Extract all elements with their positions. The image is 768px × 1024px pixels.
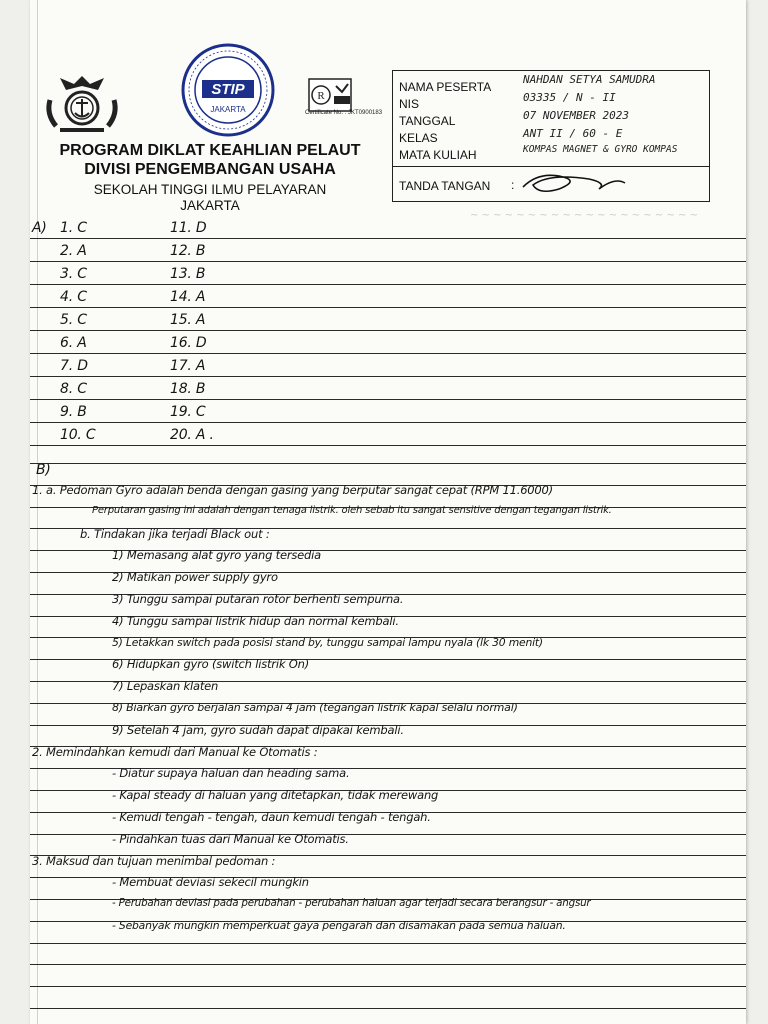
field-value-class: ANT II / 60 - E xyxy=(523,127,623,140)
section-a-marker: A) xyxy=(32,220,47,236)
signature-drawing xyxy=(519,169,629,199)
ruled-line xyxy=(30,353,746,354)
ruled-line xyxy=(30,238,746,239)
essay-line: 8) Biarkan gyro berjalan sampai 4 jam (tegangan listrik kapal selalu normal) xyxy=(112,701,518,714)
answer-item: 19. C xyxy=(170,404,206,420)
ruled-line xyxy=(30,399,746,400)
answer-item: 7. D xyxy=(60,358,88,374)
field-label-date: TANGGAL xyxy=(399,114,456,128)
essay-line: - Sebanyak mungkin memperkuat gaya pengarah dan disamakan pada semua haluan. xyxy=(112,919,566,932)
ruled-line xyxy=(30,986,746,987)
answer-sheet xyxy=(30,0,746,1024)
essay-line: Perputaran gasing ini adalah dengan tenaga listrik. oleh sebab itu sangat sensitive dengan tegangan listrik. xyxy=(92,505,612,516)
field-value-name: NAHDAN SETYA SAMUDRA xyxy=(523,73,656,86)
answer-item: 11. D xyxy=(170,220,207,236)
essay-line: 2. Memindahkan kemudi dari Manual ke Otomatis : xyxy=(32,745,318,759)
ruled-line xyxy=(30,307,746,308)
essay-line: 9) Setelah 4 jam, gyro sudah dapat dipakai kembali. xyxy=(112,723,404,737)
answer-item: 20. A . xyxy=(170,427,214,443)
essay-line: 1) Memasang alat gyro yang tersedia xyxy=(112,548,321,562)
box-divider xyxy=(393,166,709,167)
essay-line: 2) Matikan power supply gyro xyxy=(112,570,278,584)
ruled-line xyxy=(30,422,746,423)
answer-item: 5. C xyxy=(60,312,87,328)
signature-colon: : xyxy=(511,178,515,192)
essay-line: 4) Tunggu sampai listrik hidup dan normal kembali. xyxy=(112,614,399,628)
answer-item: 10. C xyxy=(60,427,96,443)
field-label-class: KELAS xyxy=(399,131,438,145)
essay-line: 1. a. Pedoman Gyro adalah benda dengan gasing yang berputar sangat cepat (RPM 11.6000) xyxy=(32,483,553,497)
ruled-line xyxy=(30,376,746,377)
field-label-name: NAMA PESERTA xyxy=(399,80,492,94)
answer-item: 17. A xyxy=(170,358,206,374)
answer-item: 4. C xyxy=(60,289,87,305)
ruled-line xyxy=(30,284,746,285)
school-name: SEKOLAH TINGGI ILMU PELAYARAN xyxy=(93,182,327,197)
answer-item: 16. D xyxy=(170,335,207,351)
answer-item: 6. A xyxy=(60,335,87,351)
essay-line: - Pindahkan tuas dari Manual ke Otomatis. xyxy=(112,832,349,846)
ruled-line xyxy=(30,1008,746,1009)
certificate-number: Certificate No. : JKT0900183 xyxy=(305,110,383,116)
field-value-date: 07 NOVEMBER 2023 xyxy=(523,109,629,122)
ruled-line xyxy=(30,943,746,944)
answer-item: 8. C xyxy=(60,381,87,397)
essay-line: - Perubahan deviasi pada perubahan - perubahan haluan agar terjadi secara berangsur - angsur xyxy=(112,897,591,909)
division-title: DIVISI PENGEMBANGAN USAHA xyxy=(84,161,336,178)
essay-line: 3) Tunggu sampai putaran rotor berhenti sempurna. xyxy=(112,592,404,606)
ruled-line xyxy=(30,330,746,331)
signature-label: TANDA TANGAN xyxy=(399,179,491,193)
essay-line: - Kapal steady di haluan yang ditetapkan, tidak merewang xyxy=(112,788,439,802)
essay-line: b. Tindakan jika terjadi Black out : xyxy=(80,527,270,541)
field-label-course: MATA KULIAH xyxy=(399,148,477,162)
identity-box xyxy=(392,70,710,202)
answer-item: 15. A xyxy=(170,312,206,328)
svg-text:STIP: STIP xyxy=(211,81,245,98)
ruled-line xyxy=(30,964,746,965)
program-title: PROGRAM DIKLAT KEAHLIAN PELAUT xyxy=(59,142,361,159)
answer-item: 2. A xyxy=(60,243,87,259)
essay-line: 3. Maksud dan tujuan menimbal pedoman : xyxy=(32,854,276,868)
essay-line: - Membuat deviasi sekecil mungkin xyxy=(112,875,309,889)
answer-item: 12. B xyxy=(170,243,206,259)
bleed-through-text: ~ ~ ~ ~ ~ ~ ~ ~ ~ ~ ~ ~ ~ ~ ~ ~ ~ ~ ~ ~ xyxy=(470,210,698,221)
field-value-nis: 03335 / N - II xyxy=(523,91,616,104)
answer-item: 1. C xyxy=(60,220,87,236)
school-city: JAKARTA xyxy=(180,198,240,213)
answer-item: 18. B xyxy=(170,381,206,397)
field-label-nis: NIS xyxy=(399,97,420,111)
answer-item: 14. A xyxy=(170,289,206,305)
essay-line: 7) Lepaskan klaten xyxy=(112,679,219,693)
svg-text:JAKARTA: JAKARTA xyxy=(210,105,246,114)
header xyxy=(30,30,746,215)
field-value-course: KOMPAS MAGNET & GYRO KOMPAS xyxy=(523,144,678,155)
essay-line: 5) Letakkan switch pada posisi stand by, tunggu sampai lampu nyala (lk 30 menit) xyxy=(112,636,543,649)
ruled-line xyxy=(30,261,746,262)
essay-line: 6) Hidupkan gyro (switch listrik On) xyxy=(112,657,309,671)
stip-logo-icon xyxy=(180,42,276,138)
ruled-line xyxy=(30,445,746,446)
svg-text:R: R xyxy=(317,90,325,102)
answer-item: 9. B xyxy=(60,404,87,420)
answer-item: 13. B xyxy=(170,266,206,282)
section-b-marker: B) xyxy=(36,462,51,478)
answer-item: 3. C xyxy=(60,266,87,282)
essay-line: - Diatur supaya haluan dan heading sama. xyxy=(112,766,350,780)
certification-mark-icon xyxy=(308,78,352,112)
essay-line: - Kemudi tengah - tengah, daun kemudi tengah - tengah. xyxy=(112,810,431,824)
ruled-line xyxy=(30,463,746,464)
anchor-emblem-icon xyxy=(42,70,122,142)
